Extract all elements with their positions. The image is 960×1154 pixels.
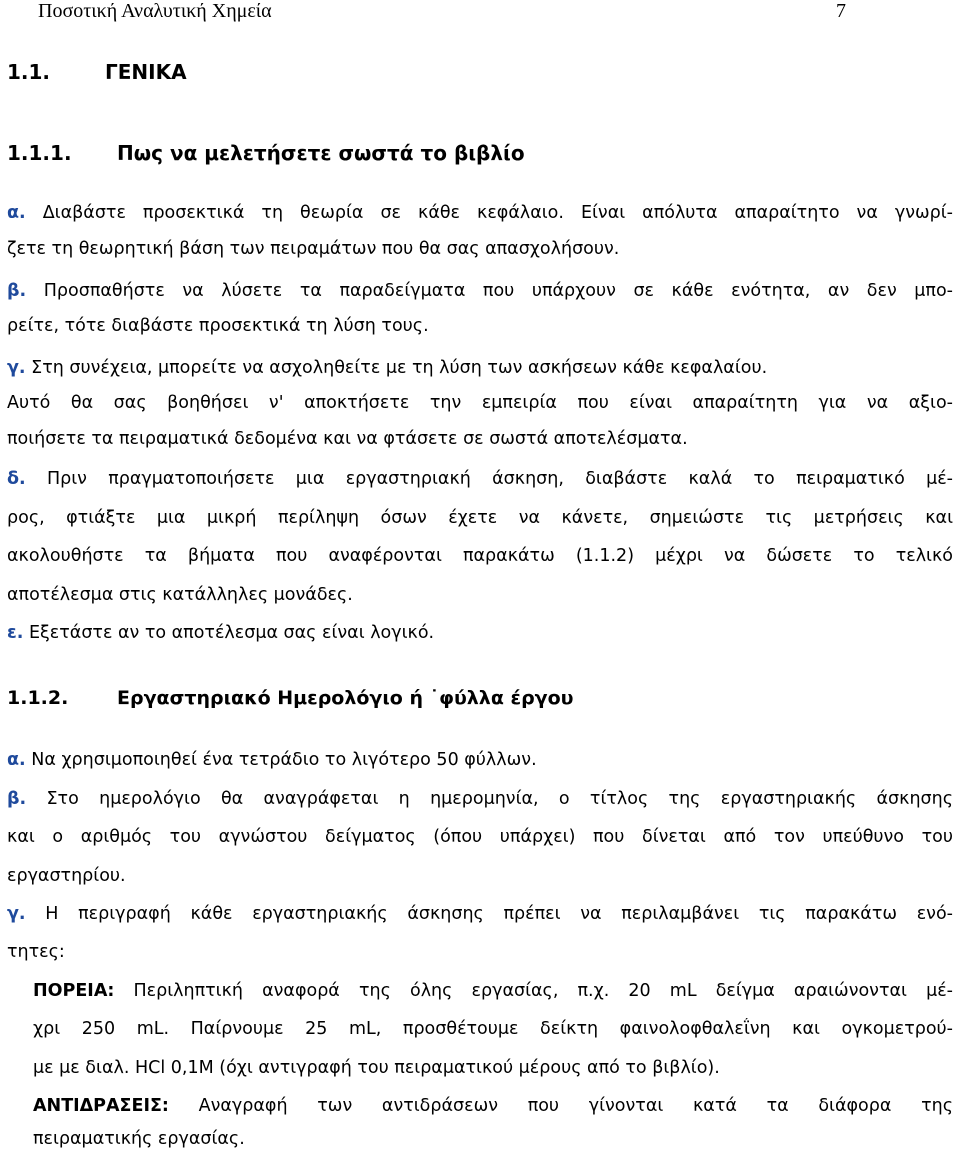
item-text: Στο ημερολόγιο θα αναγράφεται η ημερομηνία, ο τίτλος της εργαστηριακής άσκησης [46,789,953,809]
item-text: Εξετάστε αν το αποτέλεσμα σας είναι λογικό. [28,623,435,643]
subsection-2-title: Εργαστηριακό Ημερολόγιο ή ˙φύλλα έργου [117,687,574,709]
item-text: και ο αριθμός του αγνώστου δείγματος (όπου υπάρχει) που δίνεται από τον υπεύθυνο του [7,827,953,847]
item-text: Στη συνέχεια, μπορείτε να ασχοληθείτε με τη λύση των ασκήσεων κάθε κεφαλαίου. [31,358,768,378]
poreia-block [33,980,953,1002]
item-text: Πριν πραγματοποιήσετε μια εργαστηριακή άσκηση, διαβάστε καλά το πειραματικό μέ- [46,469,953,489]
subsection-1-title: Πως να μελετήσετε σωστά το βιβλίο [117,141,525,165]
antidraseis-text: πειραματικής εργασίας. [33,1129,245,1149]
item-text: ρείτε, τότε διαβάστε προσεκτικά τη λύση τους. [7,316,429,336]
list-item [7,357,767,379]
item-marker: α. [7,750,26,770]
item-marker: γ. [7,358,26,378]
poreia-label: ΠΟΡΕΙΑ: [33,981,115,1001]
antidraseis-label: ΑΝΤΙΔΡΑΣΕΙΣ: [33,1096,169,1116]
subsection-1-number: 1.1.1. [7,141,72,165]
item-text: εργαστηρίου. [7,866,126,886]
list-item [7,749,537,771]
list-item [7,622,434,644]
item-text: Η περιγραφή κάθε εργαστηριακής άσκησης πρέπει να περιλαμβάνει τις παρακάτω ενό- [45,904,953,924]
item-marker: γ. [7,904,26,924]
item-text: Αυτό θα σας βοηθήσει ν' αποκτήσετε την εμπειρία που είναι απαραίτητη για να αξιο- [7,393,953,413]
antidraseis-text: Αναγραφή των αντιδράσεων που γίνονται κατά τα διάφορα της [198,1096,953,1116]
list-item [7,280,953,302]
item-text: ποιήσετε τα πειραματικά δεδομένα και να φτάσετε σε σωστά αποτελέσματα. [7,429,688,449]
poreia-text: Περιληπτική αναφορά της όλης εργασίας, π.χ. 20 mL δείγμα αραιώνονται μέ- [133,981,953,1001]
section-number: 1.1. [7,60,51,84]
list-item [7,202,953,224]
list-item [7,788,953,810]
item-marker: ε. [7,623,24,643]
subsection-2-number: 1.1.2. [7,687,69,709]
poreia-text: χρι 250 mL. Παίρνουμε 25 mL, προσθέτουμε δείκτη φαινολοφθαλεΐνη και ογκομετρού- [33,1019,953,1039]
item-text: Διαβάστε προσεκτικά τη θεωρία σε κάθε κεφάλαιο. Είναι απόλυτα απαραίτητο να γνωρί- [42,203,953,223]
item-marker: δ. [7,469,26,489]
item-text: ακολουθήστε τα βήματα που αναφέρονται παρακάτω (1.1.2) μέχρι να δώσετε το τελικό [7,546,953,566]
item-text: αποτέλεσμα στις κατάλληλες μονάδες. [7,585,353,605]
item-text: ρος, φτιάξτε μια μικρή περίληψη όσων έχετε να κάνετε, σημειώστε τις μετρήσεις και [7,508,953,528]
antidraseis-block [33,1095,953,1117]
poreia-text: με με διαλ. HCl 0,1M (όχι αντιγραφή του πειραματικού μέρους από το βιβλίο). [33,1058,720,1078]
list-item [7,468,953,490]
item-marker: β. [7,789,27,809]
page-number: 7 [836,0,846,22]
item-marker: α. [7,203,26,223]
item-text: Προσπαθήστε να λύσετε τα παραδείγματα που υπάρχουν σε κάθε ενότητα, αν δεν μπο- [43,281,953,301]
section-title: ΓΕΝΙΚΑ [105,60,187,84]
item-text: Να χρησιμοποιηθεί ένα τετράδιο το λιγότερο 50 φύλλων. [31,750,537,770]
running-header-title: Ποσοτική Αναλυτική Χημεία [38,0,272,22]
list-item [7,903,953,925]
item-text: τητες: [7,942,65,962]
item-marker: β. [7,281,27,301]
item-text: ζετε τη θεωρητική βάση των πειραμάτων που θα σας απασχολήσουν. [7,239,620,259]
